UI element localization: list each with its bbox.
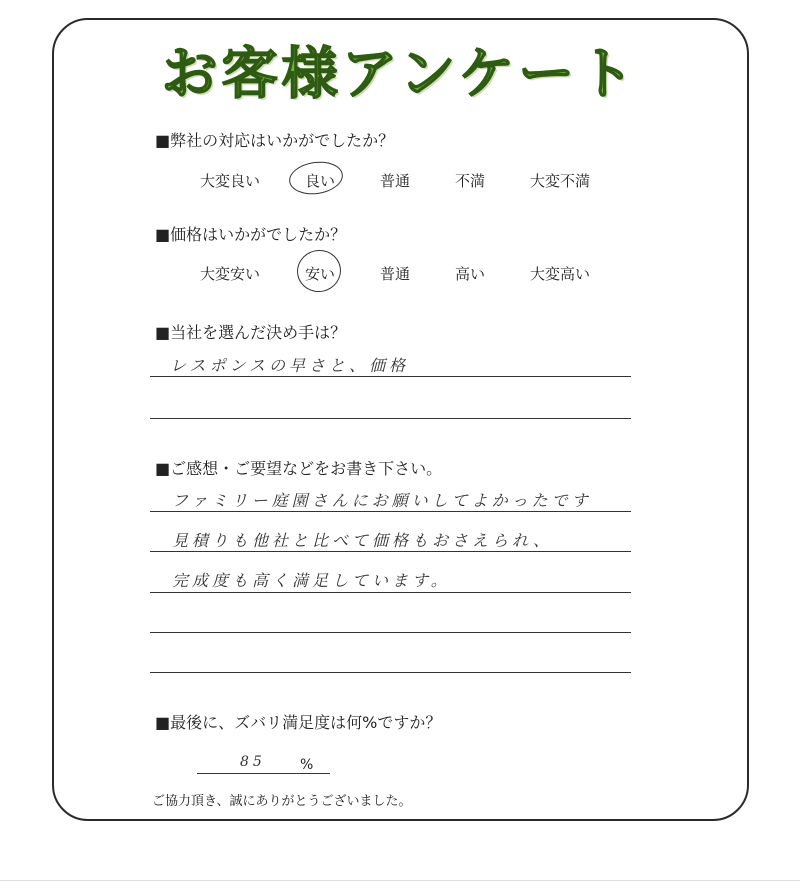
service-option-average[interactable]: 普通 <box>380 172 411 190</box>
answer-line <box>150 672 631 673</box>
satisfaction-value: 85 <box>240 754 266 770</box>
answer-line <box>150 592 631 593</box>
satisfaction-unit: % <box>300 757 314 773</box>
answer-line <box>150 632 631 633</box>
question-price: ■価格はいかがでしたか？ <box>155 225 347 244</box>
survey-title: お客様アンケート <box>161 42 639 107</box>
comments-answer-line-1: ファミリー庭園さんにお願いしてよかったです <box>172 491 592 510</box>
service-option-unsatisfied[interactable]: 不満 <box>455 172 486 190</box>
question-comments: ■ご感想・ご要望などをお書き下さい。 <box>155 459 443 478</box>
price-option-very-cheap[interactable]: 大変安い <box>200 265 261 283</box>
scan-edge <box>0 880 800 881</box>
service-option-good[interactable]: 良い <box>305 172 336 190</box>
deciding-factor-answer-line-1: レスポンスの早さと、価格 <box>170 356 410 375</box>
comments-answer-line-2: 見積りも他社と比べて価格もおさえられ、 <box>172 531 553 550</box>
answer-line <box>150 551 631 552</box>
price-option-cheap[interactable]: 安い <box>305 265 336 283</box>
question-deciding-factor: ■当社を選んだ決め手は？ <box>155 323 347 342</box>
thank-you-message: ご協力頂き、誠にありがとうございました。 <box>152 794 412 809</box>
satisfaction-line <box>197 773 330 774</box>
answer-line <box>150 418 631 419</box>
comments-answer-line-3: 完成度も高く満足しています。 <box>172 571 451 590</box>
service-option-very-good[interactable]: 大変良い <box>200 172 261 190</box>
price-option-very-expensive[interactable]: 大変高い <box>530 265 591 283</box>
question-satisfaction: ■最後に、ズバリ満足度は何%ですか？ <box>155 713 442 732</box>
answer-line <box>150 511 631 512</box>
answer-line <box>150 376 631 377</box>
question-service: ■弊社の対応はいかがでしたか？ <box>155 131 395 150</box>
service-option-very-unsatisfied[interactable]: 大変不満 <box>530 172 591 190</box>
price-option-expensive[interactable]: 高い <box>455 265 486 283</box>
price-option-average[interactable]: 普通 <box>380 265 411 283</box>
